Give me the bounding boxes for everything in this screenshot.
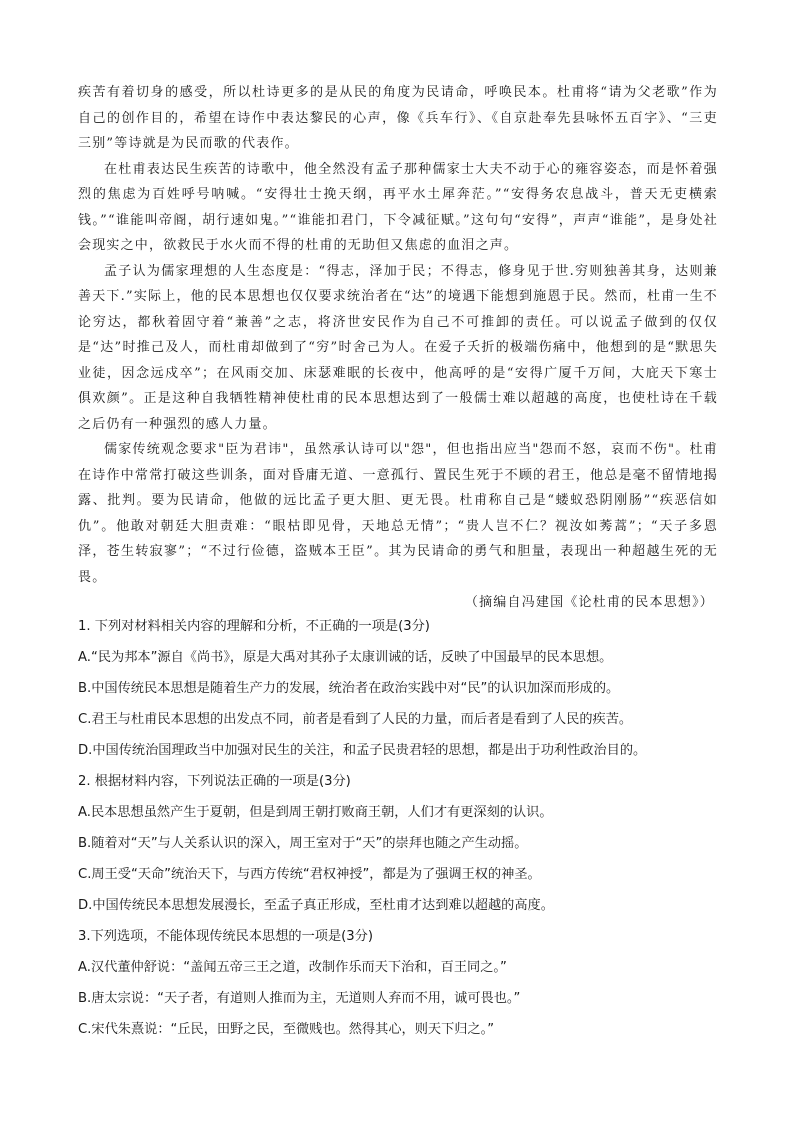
option-d: D.中国传统民本思想发展漫长，至孟子真正形成，至杜甫才达到难以超越的高度。 <box>78 898 554 913</box>
question-stem: 2. 根据材料内容，下列说法正确的一项是(3分) <box>78 774 351 789</box>
option-a: A.“民为邦本”源自《尚书》，原是大禹对其孙子太康训诫的话，反映了中国最早的民本思想。 <box>78 650 613 665</box>
option-a: A.民本思想虽然产生于夏朝，但是到周王朝打败商王朝，人们才有更深刻的认识。 <box>78 805 553 820</box>
option-c: C.周王受“天命”统治天下，与西方传统“君权神授”，都是为了强调王权的神圣。 <box>78 867 541 882</box>
option-d: D.中国传统治国理政当中加强对民生的关注，和孟子民贵君轻的思想，都是出于功利性政治目的。 <box>78 743 647 758</box>
question-3 <box>78 921 728 1045</box>
option-a: A.汉代董仲舒说：“盖闻五帝三王之道，改制作乐而天下治和，百王同之。” <box>78 960 507 975</box>
option-c: C.君王与杜甫民本思想的出发点不同，前者是看到了人民的力量，而后者是看到了人民的疾苦。 <box>78 712 633 727</box>
option-b: B.唐太宗说：“天子者，有道则人推而为主，无道则人弃而不用，诚可畏也。” <box>78 991 521 1006</box>
question-stem: 3.下列选项，不能体现传统民本思想的一项是(3分) <box>78 929 374 944</box>
option-b: B.中国传统民本思想是随着生产力的发展，统治者在政治实践中对“民”的认识加深而形成的。 <box>78 681 620 696</box>
option-b: B.随着对“天”与人关系认识的深入，周王室对于“天”的崇拜也随之产生动摇。 <box>78 836 528 851</box>
question-1 <box>78 611 728 766</box>
passage-paragraph-1: 疾苦有着切身的感受，所以杜诗更多的是从民的角度为民请命，呼唤民本。杜甫将“请为父老歌”作为自己的创作目的，希望在诗作中表达黎民的心声，像《兵车行》、《自京赴奉先县咏怀五百字》、“三吏三别”等诗就是为民而歌的代表作。 <box>78 85 718 151</box>
passage-paragraph-2: 在杜甫表达民生疾苦的诗歌中，他全然没有孟子那种儒家士大夫不动于心的雍容姿态，而是怀着强烈的焦虑为百姓呼号呐喊。“安得壮士挽天纲，再平水土犀奔茫。”“安得务农息战斗，普天无吏横索钱。”“谁能叫帝阍，胡行速如鬼。”“谁能扣君门，下令减征赋。”这句句“安得”，声声“谁能”，是身处社会现实之中，欲救民于水火而不得的杜甫的无助但又焦虑的血泪之声。 <box>78 161 718 253</box>
reading-passage <box>78 80 718 616</box>
passage-source: （摘编自冯建国《论杜甫的民本思想》） <box>464 595 714 610</box>
option-c: C.宋代朱熹说：“丘民，田野之民，至微贱也。然得其心，则天下归之。” <box>78 1022 495 1037</box>
question-list <box>78 611 728 1045</box>
question-stem: 1. 下列对材料相关内容的理解和分析，不正确的一项是(3分) <box>78 619 430 634</box>
question-2 <box>78 766 728 921</box>
passage-paragraph-4: 儒家传统观念要求"臣为君讳"，虽然承认诗可以"怨"，但也指出应当"怨而不怒，哀而不伤"。杜甫在诗作中常常打破这些训条，面对昏庸无道、一意孤行、置民生死于不顾的君王，他总是毫不留情地揭露、批判。要为民请命，他做的远比孟子更大胆、更无畏。杜甫称自己是“蝼蚁恐阴刚肠”“疾恶信如仇”。他敢对朝廷大胆责难：“眼枯即见骨，天地总无情”；“贵人岂不仁？视汝如莠蒿”；“天子多恩泽，苍生转寂寥”；“不过行俭德，盗贼本王臣”。其为民请命的勇气和胆量，表现出一种超越生死的无畏。 <box>78 442 718 585</box>
passage-paragraph-3: 孟子认为儒家理想的人生态度是：“得志，泽加于民；不得志，修身见于世.穷则独善其身，达则兼善天下.”实际上，他的民本思想也仅仅要求统治者在“达”的境遇下能想到施恩于民。然而，杜甫一生不论穷达，都秋着固守着“兼善”之志，将济世安民作为自己不可推卸的责任。可以说孟子做到的仅仅是“达”时推己及人，而杜甫却做到了“穷”时舍己为人。在爱子夭折的极端伤痛中，他想到的是“默思失业徒，因念远戍卒”；在风雨交加、床瑟难眠的长夜中，他高呼的是“安得广厦千万间，大庇天下寒士俱欢颜”。正是这种自我牺牲精神使杜甫的民本思想达到了一般儒士难以超越的高度，也使杜诗在千载之后仍有一种强烈的感人力量。 <box>78 263 718 432</box>
